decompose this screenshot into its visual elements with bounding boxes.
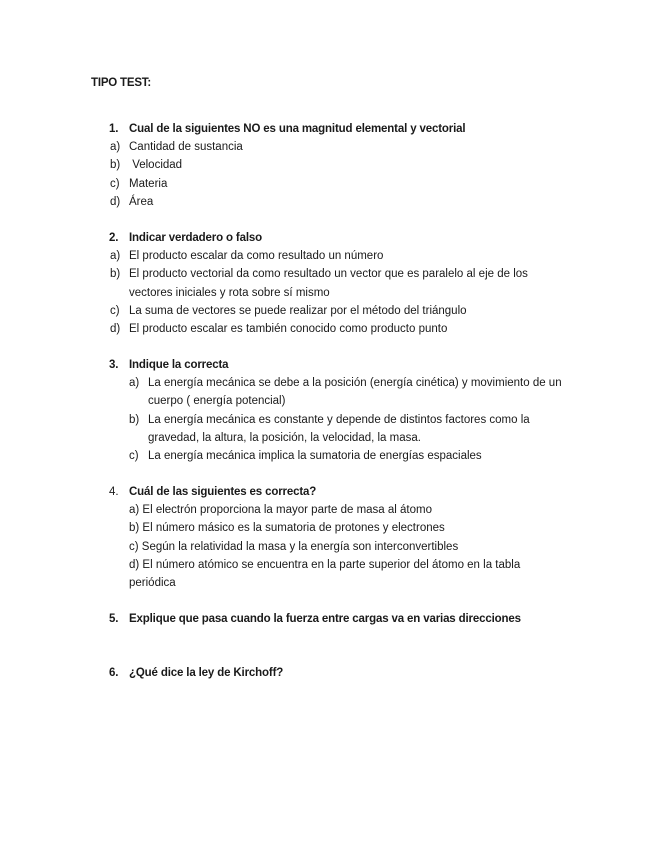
option-text: El producto escalar da como resultado un número	[129, 250, 384, 263]
option-text: El producto escalar es también conocido como producto punto	[129, 323, 448, 335]
question-number: 2.	[109, 232, 119, 244]
question-text: Indique la correcta	[129, 359, 229, 371]
question-number: 3.	[109, 359, 119, 371]
option-text: Área	[129, 195, 154, 208]
option-b: b) El número másico es la sumatoria de protones y electrones	[129, 522, 445, 535]
question-number: 4.	[109, 486, 119, 498]
option-text: La energía mecánica se debe a la posición (energía cinética) y movimiento de un cuerpo ( energía potencial)	[148, 377, 562, 408]
option-letter: b)	[110, 159, 121, 172]
question-header	[0, 664, 655, 682]
option-a: a) El electrón proporciona la mayor parte de masa al átomo	[129, 504, 432, 517]
option-text: La energía mecánica es constante y depende de distintos factores como la gravedad, la altura, la posición, la velocidad, la masa.	[148, 413, 530, 444]
question-5	[0, 610, 655, 628]
option-b	[0, 265, 569, 301]
question-2	[0, 229, 655, 338]
option-d: d) El número atómico se encuentra en la parte superior del átomo en la tabla periódica	[129, 558, 521, 589]
question-header	[0, 229, 655, 247]
question-text: Cual de la siguientes NO es una magnitud elemental y vectorial	[129, 123, 466, 135]
option-letter: d)	[110, 195, 121, 208]
question-text: Explique que pasa cuando la fuerza entre cargas va en varias direcciones	[129, 613, 521, 625]
option-d	[0, 320, 569, 338]
option-letter: a)	[110, 250, 121, 263]
option-c	[0, 447, 568, 465]
option-text: Cantidad de sustancia	[129, 141, 243, 154]
option-text: La energía mecánica implica la sumatoria de energías espaciales	[148, 450, 482, 462]
option-b	[0, 411, 568, 447]
question-number: 1.	[109, 123, 119, 135]
option-a	[0, 374, 568, 410]
option-letter: a)	[129, 377, 140, 390]
option-letter: c)	[129, 450, 139, 462]
option-d	[0, 193, 569, 211]
option-c: c) Según la relatividad la masa y la energía son interconvertibles	[129, 540, 459, 553]
question-header	[0, 120, 655, 138]
question-text: ¿Qué dice la ley de Kirchoff?	[129, 667, 284, 679]
option-b	[0, 156, 569, 174]
option-letter: b)	[110, 268, 121, 281]
option-letter: c)	[110, 177, 120, 190]
option-letter: a)	[110, 141, 121, 154]
option-letter: d)	[110, 323, 121, 335]
question-4	[0, 483, 655, 592]
option-letter: b)	[129, 413, 140, 426]
option-a	[0, 247, 569, 265]
option-c	[0, 302, 569, 320]
question-number: 5.	[109, 613, 119, 625]
option-text: La suma de vectores se puede realizar por el método del triángulo	[129, 304, 467, 317]
question-header	[0, 483, 655, 501]
option-text: Velocidad	[129, 159, 183, 172]
question-text: Indicar verdadero o falso	[129, 232, 263, 244]
question-header	[0, 356, 655, 374]
option-text: El producto vectorial da como resultado un vector que es paralelo al eje de los vectores iniciales y rota sobre sí mismo	[129, 268, 528, 299]
question-text: Cuál de las siguientes es correcta?	[129, 486, 317, 498]
question-1	[0, 120, 655, 211]
question-6	[0, 664, 655, 682]
document-title: TIPO TEST:	[91, 77, 151, 89]
question-3	[0, 356, 655, 465]
option-text: Materia	[129, 177, 168, 190]
option-letter: c)	[110, 304, 120, 317]
option-c	[0, 175, 569, 193]
question-number: 6.	[109, 667, 119, 679]
question-header	[0, 610, 655, 628]
option-a	[0, 138, 569, 156]
